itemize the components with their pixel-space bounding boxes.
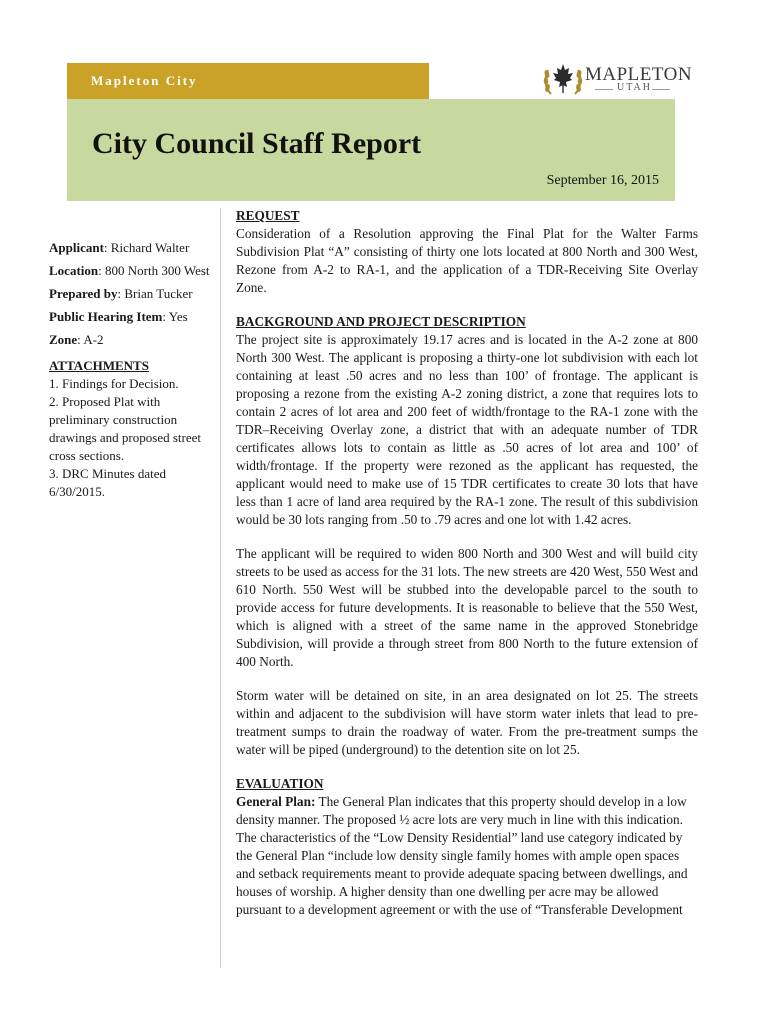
public-hearing-field: Public Hearing Item: Yes xyxy=(49,309,188,324)
attachments-title: ATTACHMENTS xyxy=(49,358,149,373)
page-title: City Council Staff Report xyxy=(92,127,422,160)
location-value: 800 North 300 West xyxy=(105,263,210,278)
general-plan-text: The General Plan indicates that this property should develop in a low density manner. The proposed ½ acre lots are very much in line with this indication. The characteristics of the “Low Density Residential” land use category indicated by the General Plan “include low density single family homes with ample open spaces and setback requirements meant to provide adequate spacing between dwellings, and houses of worship. A higher density than one dwelling per acre may be allowed pursuant to a development agreement or with the use of “Transferable Development xyxy=(236,794,688,917)
spacer xyxy=(236,671,698,687)
org-name: Mapleton City xyxy=(91,73,198,88)
attachment-item: 3. DRC Minutes dated 6/30/2015. xyxy=(49,466,166,499)
main-content xyxy=(236,207,698,919)
spacer xyxy=(236,529,698,545)
logo-divider-left xyxy=(595,89,613,90)
public-hearing-label: Public Hearing Item xyxy=(49,309,163,324)
evaluation-heading: EVALUATION xyxy=(236,776,324,791)
prepared-by-label: Prepared by xyxy=(49,286,118,301)
attachment-item: 1. Findings for Decision. xyxy=(49,376,179,391)
logo-name: MAPLETON xyxy=(585,64,693,85)
location-field: Location: 800 North 300 West xyxy=(49,263,210,278)
maple-leaf-emblem-icon xyxy=(541,58,585,102)
general-plan-label: General Plan: xyxy=(236,794,316,809)
logo-divider-right xyxy=(652,89,670,90)
attachment-item: 2. Proposed Plat with preliminary construction drawings and proposed street cross sections. xyxy=(49,394,201,463)
applicant-value: Richard Walter xyxy=(110,240,190,255)
sidebar xyxy=(49,239,211,501)
prepared-by-field: Prepared by: Brian Tucker xyxy=(49,286,193,301)
logo-subtitle: UTAH xyxy=(617,82,652,93)
background-paragraph-1: The project site is approximately 19.17 acres and is located in the A-2 zone at 800 North 300 West. The applicant is proposing a thirty-one lot subdivision with each lot containing at least .50 acres and no less than 100’ of frontage. The applicant is proposing a rezone from the existing A-2 zoning district, a zone that requires lots to contain 2 acres of lot area and 200 feet of width/frontage to the RA-1 zone with the TDR–Receiving Overlay zone, a district that with an adequate number of TDR certificates allows lots to contain as little as .50 acres of lot area and 100’ of width/frontage. If the property were rezoned as the applicant has requested, the applicant would need to make use of 15 TDR certificates to create 30 lots that have less than 1 acre of land area required by the RA-1 zone. The result of this subdivision would be 30 lots ranging from .50 to .79 acres and one lot with 1.42 acres. xyxy=(236,332,698,527)
zone-label: Zone xyxy=(49,332,78,347)
header-bar xyxy=(67,63,429,99)
applicant-label: Applicant xyxy=(49,240,104,255)
report-date: September 16, 2015 xyxy=(546,173,659,188)
zone-value: A-2 xyxy=(83,332,104,347)
public-hearing-value: Yes xyxy=(168,309,188,324)
general-plan-paragraph xyxy=(236,793,698,919)
title-panel xyxy=(67,99,675,201)
spacer xyxy=(236,759,698,775)
spacer xyxy=(236,297,698,313)
zone-field: Zone: A-2 xyxy=(49,332,104,347)
prepared-by-value: Brian Tucker xyxy=(124,286,193,301)
request-text: Consideration of a Resolution approving the Final Plat for the Walter Farms Subdivision Plat “A” consisting of thirty one lots located at 800 North and 300 West, Rezone from A-2 to RA-1, and the application of a TDR-Receiving Site Overlay Zone. xyxy=(236,226,698,295)
mapleton-logo xyxy=(541,58,693,102)
background-paragraph-3: Storm water will be detained on site, in an area designated on lot 25. The streets within and adjacent to the subdivision will have storm water inlets that lead to pre-treatment sumps to drain the roadway of water. From the pre-treatment sumps the water will be piped (underground) to the detention site on lot 25. xyxy=(236,688,698,757)
request-heading: REQUEST xyxy=(236,208,300,223)
location-label: Location xyxy=(49,263,99,278)
background-heading: BACKGROUND AND PROJECT DESCRIPTION xyxy=(236,314,526,329)
column-divider xyxy=(220,208,221,968)
applicant-field: Applicant: Richard Walter xyxy=(49,240,190,255)
background-paragraph-2: The applicant will be required to widen 800 North and 300 West and will build city streets to be used as access for the 31 lots. The new streets are 420 West, 550 West and 610 North. 550 West will be stubbed into the developable parcel to the south to provide access for future developments. It is reasonable to believe that the 550 West, which is aligned with a street of the same name in the approved Stonebridge Subdivision, will provide a through street from 800 North to the future extension of 400 North. xyxy=(236,546,698,669)
